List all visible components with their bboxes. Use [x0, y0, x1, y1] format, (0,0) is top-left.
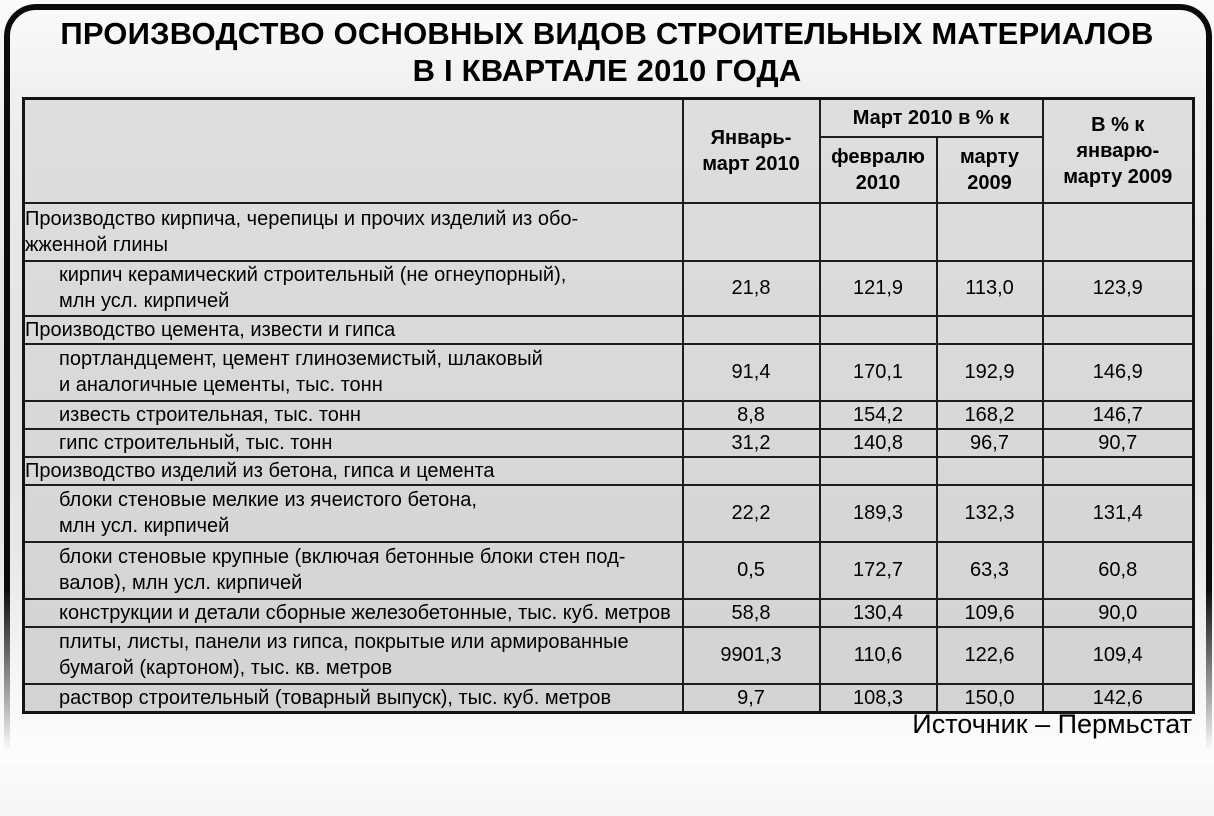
label-line: валов), млн усл. кирпичей: [59, 572, 303, 594]
value-cell: [1043, 203, 1194, 261]
table-row: [24, 542, 1194, 599]
header-total-line1: В % к: [1091, 113, 1145, 136]
page-title-line1: ПРОИЗВОДСТВО ОСНОВНЫХ ВИДОВ СТРОИТЕЛЬНЫХ МАТЕРИАЛОВ: [60, 16, 1154, 51]
value-cell: 189,3: [820, 485, 937, 542]
row-label-cell: [24, 627, 683, 684]
header-sub-mar2009-line1: марту: [959, 145, 1020, 168]
row-label-cell: [24, 344, 683, 401]
value-cell: [683, 316, 820, 344]
label-line: Производство изделий из бетона, гипса и цемента: [25, 459, 495, 482]
header-empty-cell: [24, 99, 683, 203]
value-cell: 63,3: [937, 542, 1043, 599]
table-row: [24, 344, 1194, 401]
label-line: и аналогичные цементы, тыс. тонн: [59, 374, 383, 396]
value-cell: 113,0: [937, 261, 1043, 316]
value-cell: 91,4: [683, 344, 820, 401]
value-cell: 132,3: [937, 485, 1043, 542]
row-label-cell: [24, 203, 683, 261]
value-cell: 172,7: [820, 542, 937, 599]
label-line: млн усл. кирпичей: [59, 515, 230, 537]
label-line: портландцемент, цемент глиноземистый, шлаковый: [59, 348, 543, 370]
value-cell: [937, 457, 1043, 485]
value-cell: 121,9: [820, 261, 937, 316]
table-row: [24, 261, 1194, 316]
row-label-cell: [24, 261, 683, 316]
value-cell: [683, 203, 820, 261]
value-cell: [937, 203, 1043, 261]
page-title-line2: В I КВАРТАЛЕ 2010 ГОДА: [412, 53, 802, 88]
table-row: [24, 627, 1194, 684]
value-cell: 168,2: [937, 401, 1043, 429]
value-cell: 90,7: [1043, 429, 1194, 457]
row-label-cell: [24, 429, 683, 457]
table-row: [24, 401, 1194, 429]
label-line: бумагой (картоном), тыс. кв. метров: [59, 657, 393, 679]
label-line: жженной глины: [25, 233, 168, 256]
value-cell: 108,3: [820, 684, 937, 713]
table-row: [24, 429, 1194, 457]
value-cell: [820, 203, 937, 261]
value-cell: 110,6: [820, 627, 937, 684]
value-cell: 192,9: [937, 344, 1043, 401]
value-cell: 22,2: [683, 485, 820, 542]
value-cell: 123,9: [1043, 261, 1194, 316]
source-label: Источник – Пермьстат: [912, 709, 1192, 739]
label-line: Производство кирпича, черепицы и прочих изделий из обо-: [25, 207, 579, 230]
value-cell: [937, 316, 1043, 344]
value-cell: 9,7: [683, 684, 820, 713]
label-line: кирпич керамический строительный (не огнеупорный),: [59, 264, 567, 286]
value-cell: 109,4: [1043, 627, 1194, 684]
page-title: [40, 15, 1174, 89]
header-total-line3: марту 2009: [1063, 165, 1173, 188]
value-cell: 146,9: [1043, 344, 1194, 401]
value-cell: 21,8: [683, 261, 820, 316]
table-header-row-top: [24, 99, 1194, 137]
label-line: конструкции и детали сборные железобетонные, тыс. куб. метров: [59, 601, 671, 624]
label-line: известь строительная, тыс. тонн: [59, 403, 361, 426]
table-row: [24, 485, 1194, 542]
label-line: раствор строительный (товарный выпуск), тыс. куб. метров: [59, 686, 612, 709]
header-period-line2: март 2010: [702, 152, 800, 175]
header-period: [683, 99, 820, 203]
header-sub-feb2010-line2: 2010: [855, 171, 901, 194]
value-cell: 154,2: [820, 401, 937, 429]
row-label-cell: [24, 542, 683, 599]
table-row-category: [24, 316, 1194, 344]
label-line: млн усл. кирпичей: [59, 290, 230, 312]
label-line: плиты, листы, панели из гипса, покрытые или армированные: [59, 631, 629, 653]
value-cell: 60,8: [1043, 542, 1194, 599]
value-cell: 0,5: [683, 542, 820, 599]
value-cell: 58,8: [683, 599, 820, 627]
label-line: блоки стеновые крупные (включая бетонные блоки стен под-: [59, 546, 626, 568]
value-cell: 90,0: [1043, 599, 1194, 627]
value-cell: 131,4: [1043, 485, 1194, 542]
value-cell: 122,6: [937, 627, 1043, 684]
value-cell: [820, 316, 937, 344]
header-total-line2: январю-: [1076, 139, 1160, 162]
value-cell: [1043, 316, 1194, 344]
value-cell: 130,4: [820, 599, 937, 627]
row-label-cell: [24, 316, 683, 344]
value-cell: [683, 457, 820, 485]
value-cell: 140,8: [820, 429, 937, 457]
header-period-line1: Январь-: [710, 126, 792, 149]
header-sub-feb2010-line1: февралю: [831, 145, 925, 168]
value-cell: 8,8: [683, 401, 820, 429]
table-row-category: [24, 457, 1194, 485]
table-row: [24, 599, 1194, 627]
row-label-cell: [24, 599, 683, 627]
value-cell: 146,7: [1043, 401, 1194, 429]
label-line: гипс строительный, тыс. тонн: [59, 431, 333, 454]
label-line: Производство цемента, извести и гипса: [25, 318, 396, 341]
row-label-cell: [24, 401, 683, 429]
value-cell: [820, 457, 937, 485]
value-cell: 142,6: [1043, 684, 1194, 713]
table-row-category: [24, 203, 1194, 261]
value-cell: 109,6: [937, 599, 1043, 627]
value-cell: 150,0: [937, 684, 1043, 713]
header-group: Март 2010 в % к: [820, 99, 1043, 137]
row-label-cell: [24, 457, 683, 485]
header-sub-mar2009-line2: 2009: [967, 171, 1012, 194]
header-sub-mar2009: [937, 137, 1043, 203]
header-sub-feb2010: [820, 137, 937, 203]
header-total: [1043, 99, 1194, 203]
value-cell: 9901,3: [683, 627, 820, 684]
label-line: блоки стеновые мелкие из ячеистого бетона,: [59, 489, 477, 511]
value-cell: 170,1: [820, 344, 937, 401]
value-cell: [1043, 457, 1194, 485]
value-cell: 31,2: [683, 429, 820, 457]
value-cell: 96,7: [937, 429, 1043, 457]
row-label-cell: [24, 485, 683, 542]
materials-table: [22, 97, 1195, 714]
